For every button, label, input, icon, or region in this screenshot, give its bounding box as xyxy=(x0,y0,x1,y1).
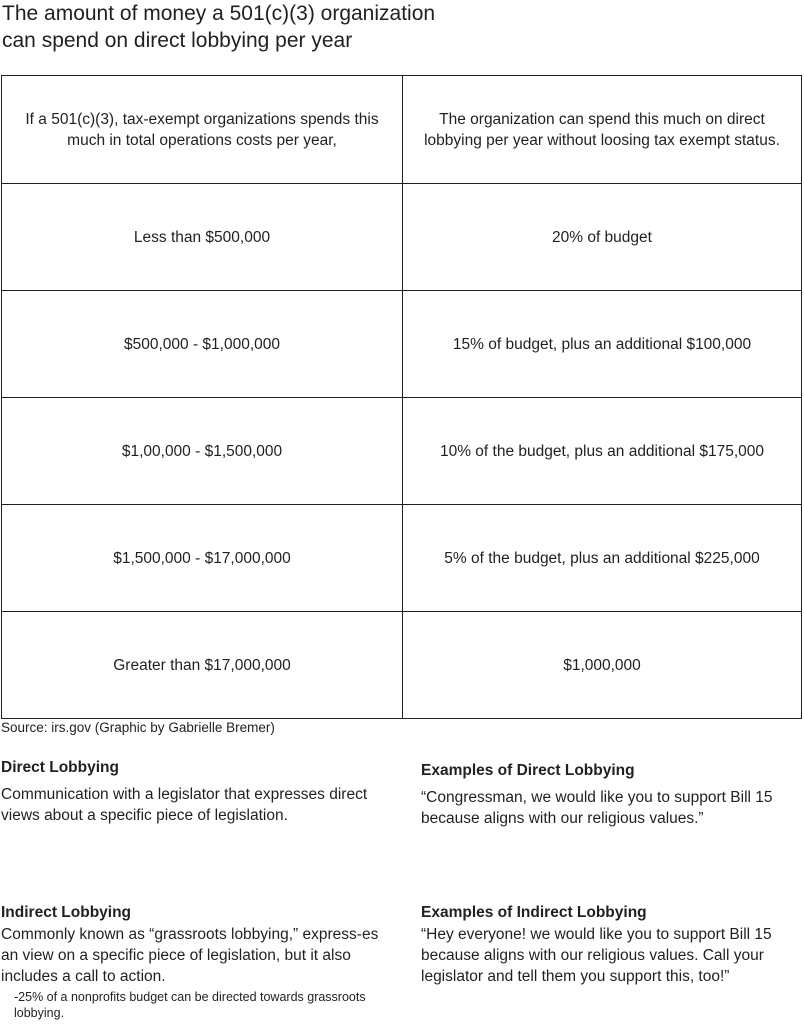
direct-examples-quote: “Congressman, we would like you to support Bill 15 because aligns with our religious values.” xyxy=(421,789,773,827)
table-cell-lobbying-limit: 5% of the budget, plus an additional $225,000 xyxy=(403,505,802,612)
indirect-lobbying-examples-section xyxy=(421,902,801,987)
indirect-lobbying-note: -25% of a nonprofits budget can be directed towards grassroots lobbying. xyxy=(14,990,366,1020)
indirect-examples-quote: “Hey everyone! we would like you to support Bill 15 because aligns with our religious values. Call your legislator and tell them you support this, too!” xyxy=(421,926,772,985)
table-row xyxy=(2,505,802,612)
table-header-cell: If a 501(c)(3), tax-exempt organizations spends this much in total operations costs per year, xyxy=(2,76,403,184)
indirect-lobbying-heading: Indirect Lobbying xyxy=(1,904,132,921)
source-credit: Source: irs.gov (Graphic by Gabrielle Bremer) xyxy=(1,720,275,735)
table-cell-lobbying-limit: $1,000,000 xyxy=(403,612,802,719)
table-cell-lobbying-limit: 10% of the budget, plus an additional $175,000 xyxy=(403,398,802,505)
table-cell-lobbying-limit: 20% of budget xyxy=(403,184,802,291)
page-title: The amount of money a 501(c)(3) organization can spend on direct lobbying per year xyxy=(2,2,436,52)
table-row xyxy=(2,612,802,719)
table-cell-operations-cost: $1,500,000 - $17,000,000 xyxy=(2,505,403,612)
table-row xyxy=(2,398,802,505)
indirect-lobbying-section xyxy=(1,902,396,1021)
direct-examples-heading: Examples of Direct Lobbying xyxy=(421,762,635,779)
table-cell-operations-cost: $500,000 - $1,000,000 xyxy=(2,291,403,398)
table-header-row xyxy=(2,76,802,184)
lobbying-limits-table xyxy=(1,75,802,719)
indirect-examples-heading: Examples of Indirect Lobbying xyxy=(421,904,647,921)
table-cell-operations-cost: $1,00,000 - $1,500,000 xyxy=(2,398,403,505)
table-cell-operations-cost: Less than $500,000 xyxy=(2,184,403,291)
direct-lobbying-examples-section xyxy=(421,760,801,829)
direct-lobbying-section xyxy=(1,757,371,826)
direct-lobbying-definition: Communication with a legislator that expresses direct views about a specific piece of legislation. xyxy=(1,786,368,824)
table-header-cell: The organization can spend this much on direct lobbying per year without loosing tax exempt status. xyxy=(403,76,802,184)
table-cell-operations-cost: Greater than $17,000,000 xyxy=(2,612,403,719)
indirect-lobbying-definition: Commonly known as “grassroots lobbying,” express-es an view on a specific piece of legislation, but it also includes a call to action. xyxy=(1,926,379,985)
table-row xyxy=(2,184,802,291)
direct-lobbying-heading: Direct Lobbying xyxy=(1,759,119,776)
table-row xyxy=(2,291,802,398)
table-cell-lobbying-limit: 15% of budget, plus an additional $100,000 xyxy=(403,291,802,398)
